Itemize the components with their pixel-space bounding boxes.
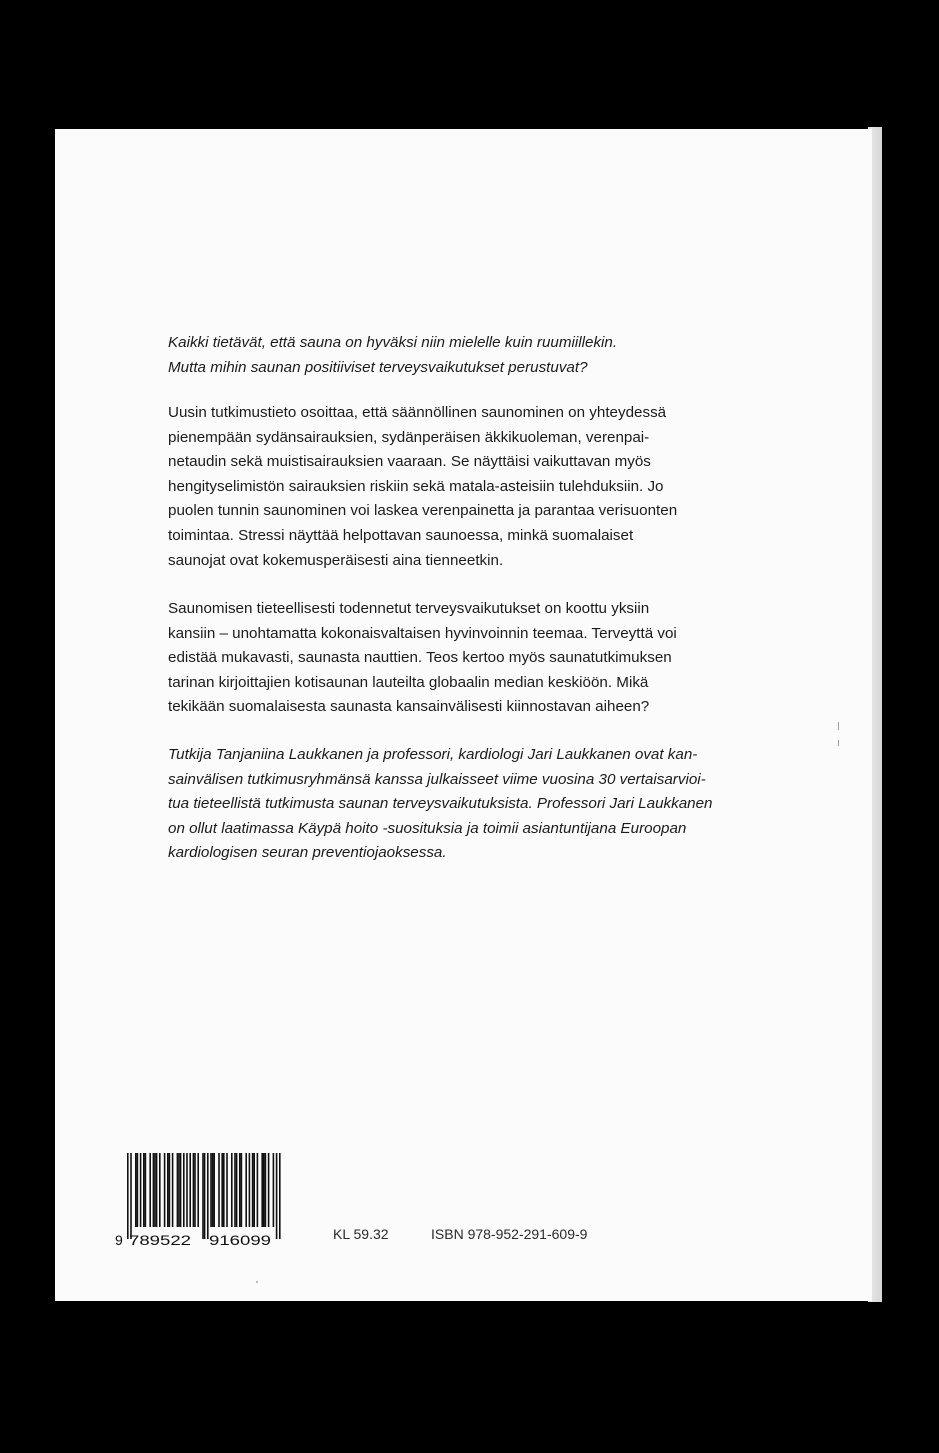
description-paragraph-1: [168, 401, 788, 573]
paragraph-line: saunojat ovat kokemusperäisesti aina tienneetkin.: [168, 551, 504, 569]
barcode-bar: [212, 1153, 214, 1227]
barcode-bar: [226, 1153, 228, 1227]
barcode-bar: [213, 1153, 215, 1227]
barcode-bar: [135, 1153, 137, 1227]
paragraph-line: Uusin tutkimustieto osoittaa, että säännöllinen saunominen on yhteydessä: [168, 404, 667, 421]
barcode-bar: [253, 1153, 255, 1227]
barcode-bar: [210, 1153, 212, 1227]
barcode-bar: [194, 1153, 196, 1227]
barcode-digits-left: 789522: [129, 1232, 192, 1248]
barcode-bar: [202, 1153, 204, 1239]
bio-line: tua tieteellistä tutkimusta saunan terveysvaikutuksista. Professori Jari Laukkanen: [168, 795, 713, 813]
barcode-bar: [193, 1153, 195, 1227]
bio-line: kardiologisen seuran preventiojaoksessa.: [168, 844, 447, 862]
barcode-bar: [186, 1153, 188, 1227]
barcode-bar: [234, 1153, 236, 1227]
barcode-bar: [183, 1153, 185, 1227]
barcode-bar: [169, 1153, 171, 1227]
barcode-bar: [197, 1153, 199, 1227]
barcode-bar: [159, 1153, 161, 1227]
paragraph-line: kansiin – unohtamatta kokonaisvaltaisen hyvinvoinnin teemaa. Terveyttä voi: [168, 624, 677, 642]
book-back-cover: [55, 129, 873, 1301]
barcode-bar: [177, 1153, 179, 1227]
paragraph-line: tekikään suomalaisesta saunasta kansainvälisesti kiinnostavan aiheen?: [168, 698, 650, 716]
barcode-bar: [239, 1153, 241, 1227]
print-speck: [256, 1281, 258, 1283]
barcode-bar: [218, 1153, 220, 1227]
barcode-bar: [149, 1153, 151, 1227]
barcode-bar: [204, 1153, 206, 1239]
barcode-bar: [153, 1153, 155, 1227]
isbn-number: ISBN 978-952-291-609-9: [431, 1226, 588, 1242]
barcode-digits-right: 916099: [209, 1232, 272, 1248]
paragraph-line: puolen tunnin saunominen voi laskea verenpainetta ja parantaa verisuonten: [168, 502, 678, 520]
paragraph-line: Saunomisen tieteellisesti todennetut terveysvaikutukset on koottu yksiin: [168, 600, 650, 617]
barcode-bar: [273, 1153, 275, 1227]
intro-line: Kaikki tietävät, että sauna on hyväksi niin mielelle kuin ruumiillekin.: [168, 334, 618, 351]
intro-line: Mutta mihin saunan positiiviset terveysvaikutukset perustuvat?: [168, 358, 588, 376]
barcode-bar: [130, 1153, 132, 1239]
barcode-bar: [223, 1153, 225, 1227]
barcode-bar: [156, 1153, 158, 1227]
barcode-bar: [154, 1153, 156, 1227]
barcode-bar: [276, 1153, 278, 1239]
classification-code: KL 59.32: [333, 1226, 389, 1242]
paragraph-line: tarinan kirjoittajien kotisaunan lauteilta globaalin median keskiöön. Mikä: [168, 673, 649, 691]
barcode-bar: [257, 1153, 259, 1227]
paragraph-line: netaudin sekä muistisairauksien vaaraan. Se näyttäisi vaikuttavan myös: [168, 453, 651, 471]
barcode-bar: [221, 1153, 223, 1227]
author-bio: [168, 743, 788, 866]
paragraph-line: toimintaa. Stressi näyttää helpottavan saunoessa, minkä suomalaiset: [168, 526, 634, 544]
bio-line: Tutkija Tanjaniina Laukkanen ja professori, kardiologi Jari Laukkanen ovat kan-: [168, 746, 698, 763]
barcode-bar: [172, 1153, 174, 1227]
intro-text: [168, 331, 788, 380]
edge-tick: [838, 740, 839, 746]
barcode-bar: [178, 1153, 180, 1227]
barcode-bar: [265, 1153, 267, 1227]
bio-line: on ollut laatimassa Käypä hoito -suosituksia ja toimii asiantuntijana Euroopan: [168, 819, 687, 837]
barcode-bar: [268, 1153, 270, 1227]
barcode-bars: [113, 1149, 293, 1249]
barcode-bar: [261, 1153, 263, 1227]
barcode-bar: [140, 1153, 142, 1227]
edge-tick: [838, 722, 839, 730]
barcode-bar: [263, 1153, 265, 1227]
barcode-bar: [207, 1153, 209, 1239]
barcode-bar: [252, 1153, 254, 1227]
barcode-bar: [180, 1153, 182, 1227]
description-paragraph-2: [168, 597, 788, 720]
barcode-bar: [241, 1153, 243, 1227]
barcode-bar: [127, 1153, 129, 1239]
barcode-bar: [236, 1153, 238, 1227]
bio-line: sainvälisen tutkimusryhmänsä kanssa julkaisseet viime vuosina 30 vertaisarvioi-: [168, 770, 706, 788]
barcode-bar: [249, 1153, 251, 1227]
isbn-barcode: [113, 1149, 293, 1249]
paragraph-line: edistää mukavasti, saunasta nauttien. Teos kertoo myös saunatutkimuksen: [168, 649, 672, 667]
paragraph-line: pienempään sydänsairauksien, sydänperäisen äkkikuoleman, verenpai-: [168, 428, 650, 446]
barcode-bar: [167, 1153, 169, 1227]
barcode-bar: [279, 1153, 281, 1239]
barcode-bar: [231, 1153, 233, 1227]
barcode-bar: [189, 1153, 191, 1227]
barcode-lead-digit: 9: [115, 1232, 123, 1248]
barcode-bar: [245, 1153, 247, 1227]
barcode-bar: [137, 1153, 139, 1227]
barcode-bar: [143, 1153, 145, 1227]
barcode-bar: [145, 1153, 147, 1227]
paragraph-line: hengityselimistön sairauksien riskiin sekä matala-asteisiin tulehduksiin. Jo: [168, 477, 664, 495]
barcode-bar: [164, 1153, 166, 1227]
